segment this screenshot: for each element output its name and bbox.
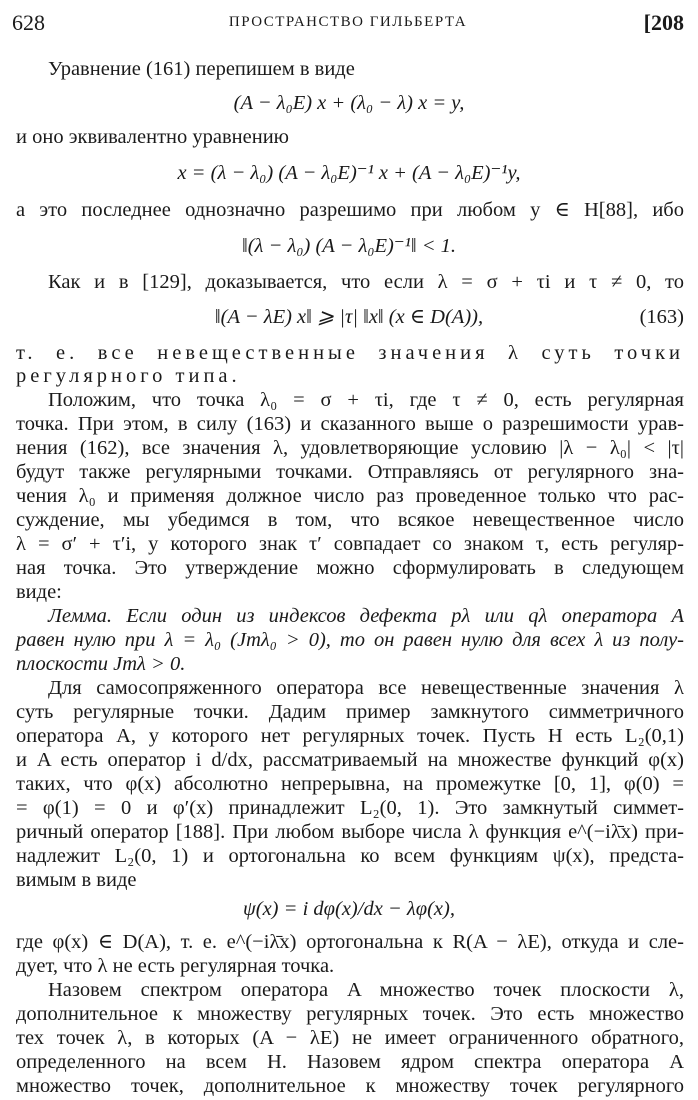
equation: ψ(x) = i dφ(x)/dx − λφ(x), [243, 898, 455, 920]
text-line: тех точек λ, в которых (A − λE) не имеет ограниченного обратного, [16, 1027, 684, 1049]
page-header [12, 10, 684, 40]
text-line: и оно эквивалентно уравнению [16, 126, 289, 148]
text-line: дует, что λ не есть регулярная точка. [16, 955, 335, 977]
text-line: ная точка. Это утверждение можно сформулировать в следующем [16, 557, 684, 579]
text-line: и A есть оператор i d/dx, рассматриваемый на множестве функций φ(x) [16, 749, 684, 771]
text-line: будут также регулярными точками. Отправляясь от регулярного зна- [16, 461, 684, 483]
text-line: суть регулярные точки. Дадим пример замкнутого симметричного [16, 701, 684, 723]
text-line: = φ(1) = 0 и φ′(x) принадлежит L₂(0, 1). Это замкнутый симмет- [16, 797, 684, 819]
equation: x = (λ − λ₀) (A − λ₀E)⁻¹ x + (A − λ₀E)⁻¹y, [177, 162, 521, 184]
text-line: нения (162), все значения λ, удовлетворяющие условию |λ − λ₀| < |τ| [16, 437, 684, 459]
text-line: Уравнение (161) перепишем в виде [48, 58, 355, 80]
text-line: Как и в [129], доказывается, что если λ = σ + τi и τ ≠ 0, то [48, 271, 684, 293]
text-line: чения λ₀ и применяя должное число раз проведенное только что рас- [16, 485, 684, 507]
equation: ‖(A − λE) x‖ ⩾ |τ| ‖x‖ (x ∈ D(A)), [214, 306, 484, 328]
equation-number: (163) [639, 306, 684, 328]
text-line: оператора A, у которого нет регулярных точек. Пусть H есть L₂(0,1) [16, 725, 684, 747]
text-line: λ = σ′ + τ′i, у которого знак τ′ совпадает со знаком τ, есть регуляр- [16, 533, 684, 555]
text-line: Для самосопряженного оператора все невещественные значения λ [48, 677, 684, 699]
text-line: дополнительное к множеству регулярных точек. Это есть множество [16, 1003, 684, 1025]
text-line: надлежит L₂(0, 1) и ортогональна ко всем функциям ψ(x), предста- [16, 845, 684, 867]
lemma-line: Лемма. Если один из индексов дефекта pλ или qλ оператора A [48, 605, 684, 627]
text-line: Положим, что точка λ₀ = σ + τi, где τ ≠ 0, есть регулярная [48, 389, 684, 411]
text-line: множество точек, дополнительное к множеству точек регулярного [16, 1075, 684, 1097]
text-line: виде: [16, 581, 62, 603]
lemma-line: равен нулю при λ = λ₀ (Jmλ₀ > 0), то он равен нулю для всех λ из полу- [16, 629, 684, 651]
text-line: суждение, мы убедимся в том, что всякое невещественное число [16, 509, 684, 531]
page-number: 628 [12, 10, 45, 35]
running-title: ПРОСТРАНСТВО ГИЛЬБЕРТА [228, 14, 468, 30]
equation: ‖(λ − λ₀) (A − λ₀E)⁻¹‖ < 1. [241, 235, 457, 257]
lemma-line: плоскости Jmλ > 0. [16, 653, 186, 675]
text-line: вимым в виде [16, 869, 137, 891]
text-line: определенного на всем H. Назовем ядром спектра оператора A [16, 1051, 684, 1073]
equation: (A − λ₀E) x + (λ₀ − λ) x = y, [233, 92, 465, 114]
text-line: таких, что φ(x) абсолютно непрерывна, на промежутке [0, 1], φ(0) = [16, 773, 684, 795]
text-line: а это последнее однозначно разрешимо при любом y ∈ H[88], ибо [16, 199, 684, 221]
text-line: регулярного типа. [16, 365, 241, 387]
text-line: точка. При этом, в силу (163) и сказанного выше о разрешимости урав- [16, 413, 684, 435]
section-number: [208 [643, 10, 684, 35]
text-line: ричный оператор [188]. При любом выборе числа λ функция e^(−iλ̄x) при- [16, 821, 684, 843]
text-line: где φ(x) ∈ D(A), т. е. e^(−iλ̄x) ортогональна к R(A − λE), откуда и сле- [16, 931, 684, 953]
text-line: Назовем спектром оператора A множество точек плоскости λ, [48, 979, 684, 1001]
text-line: т. е. все невещественные значения λ суть точки [16, 342, 684, 364]
